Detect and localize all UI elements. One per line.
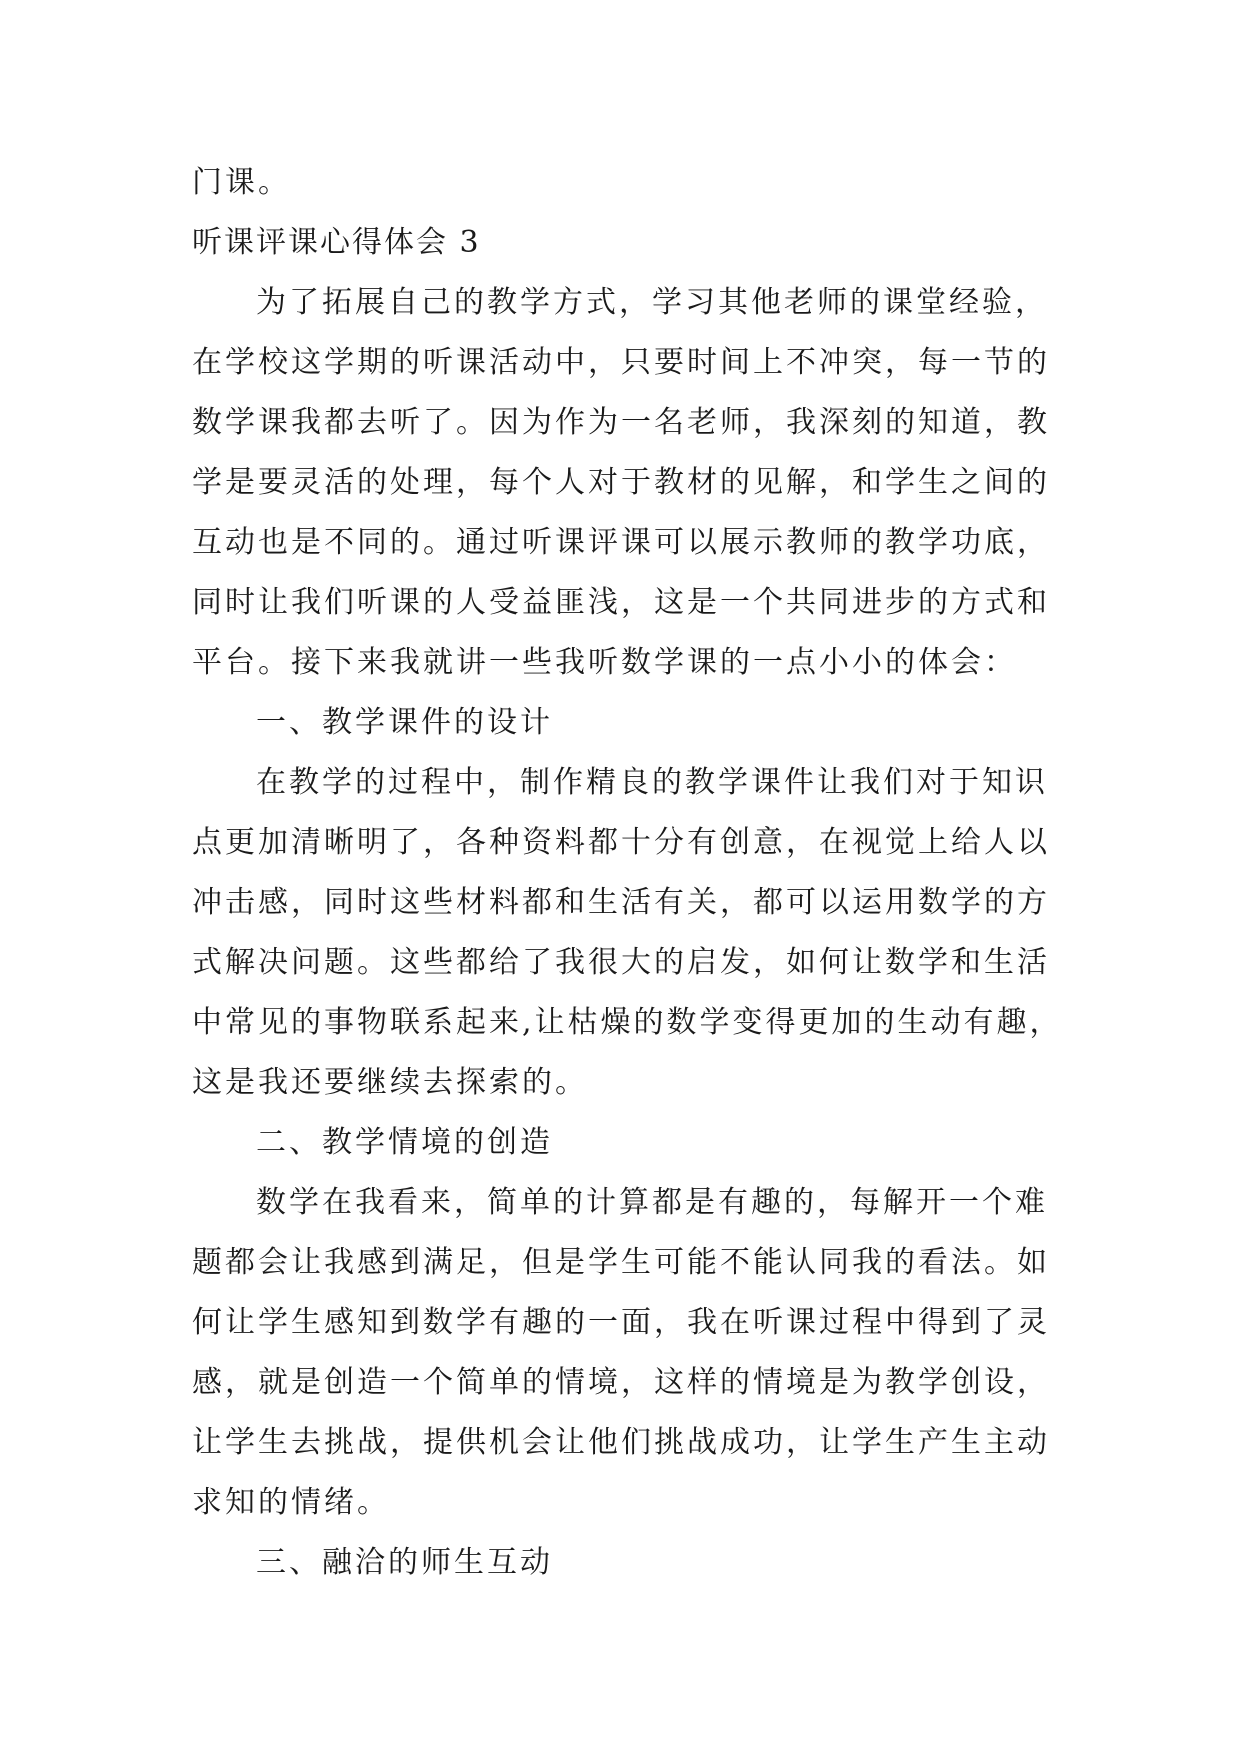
paragraph-line: 互动也是不同的。通过听课评课可以展示教师的教学功底， — [192, 525, 1050, 560]
paragraph-line: 何让学生感知到数学有趣的一面，我在听课过程中得到了灵 — [192, 1305, 1050, 1340]
paragraph-line: 点更加清晰明了，各种资料都十分有创意，在视觉上给人以 — [192, 825, 1050, 860]
paragraph-line: 学是要灵活的处理，每个人对于教材的见解，和学生之间的 — [192, 465, 1050, 500]
subheading-1: 一、教学课件的设计 — [256, 705, 553, 740]
paragraph-line: 中常见的事物联系起来,让枯燥的数学变得更加的生动有趣， — [192, 1005, 1063, 1040]
paragraph-line: 求知的情绪。 — [192, 1485, 390, 1520]
paragraph-line: 为了拓展自己的教学方式，学习其他老师的课堂经验， — [256, 285, 1048, 320]
subheading-2: 二、教学情境的创造 — [256, 1125, 553, 1160]
paragraph-line: 让学生去挑战，提供机会让他们挑战成功，让学生产生主动 — [192, 1425, 1050, 1460]
paragraph-line: 在教学的过程中，制作精良的教学课件让我们对于知识 — [256, 765, 1048, 800]
paragraph-line: 在学校这学期的听课活动中，只要时间上不冲突，每一节的 — [192, 345, 1050, 380]
text-line-continuation: 门课。 — [192, 165, 291, 200]
paragraph-line: 题都会让我感到满足，但是学生可能不能认同我的看法。如 — [192, 1245, 1050, 1280]
paragraph-line: 同时让我们听课的人受益匪浅，这是一个共同进步的方式和 — [192, 585, 1050, 620]
section-title: 听课评课心得体会 3 — [192, 225, 481, 260]
subheading-3: 三、融洽的师生互动 — [256, 1545, 553, 1580]
paragraph-line: 冲击感，同时这些材料都和生活有关，都可以运用数学的方 — [192, 885, 1050, 920]
paragraph-line: 平台。接下来我就讲一些我听数学课的一点小小的体会： — [192, 645, 1017, 680]
paragraph-line: 数学在我看来，简单的计算都是有趣的，每解开一个难 — [256, 1185, 1048, 1220]
paragraph-line: 这是我还要继续去探索的。 — [192, 1065, 588, 1100]
paragraph-line: 式解决问题。这些都给了我很大的启发，如何让数学和生活 — [192, 945, 1050, 980]
paragraph-line: 感，就是创造一个简单的情境，这样的情境是为教学创设， — [192, 1365, 1050, 1400]
paragraph-line: 数学课我都去听了。因为作为一名老师，我深刻的知道，教 — [192, 405, 1050, 440]
